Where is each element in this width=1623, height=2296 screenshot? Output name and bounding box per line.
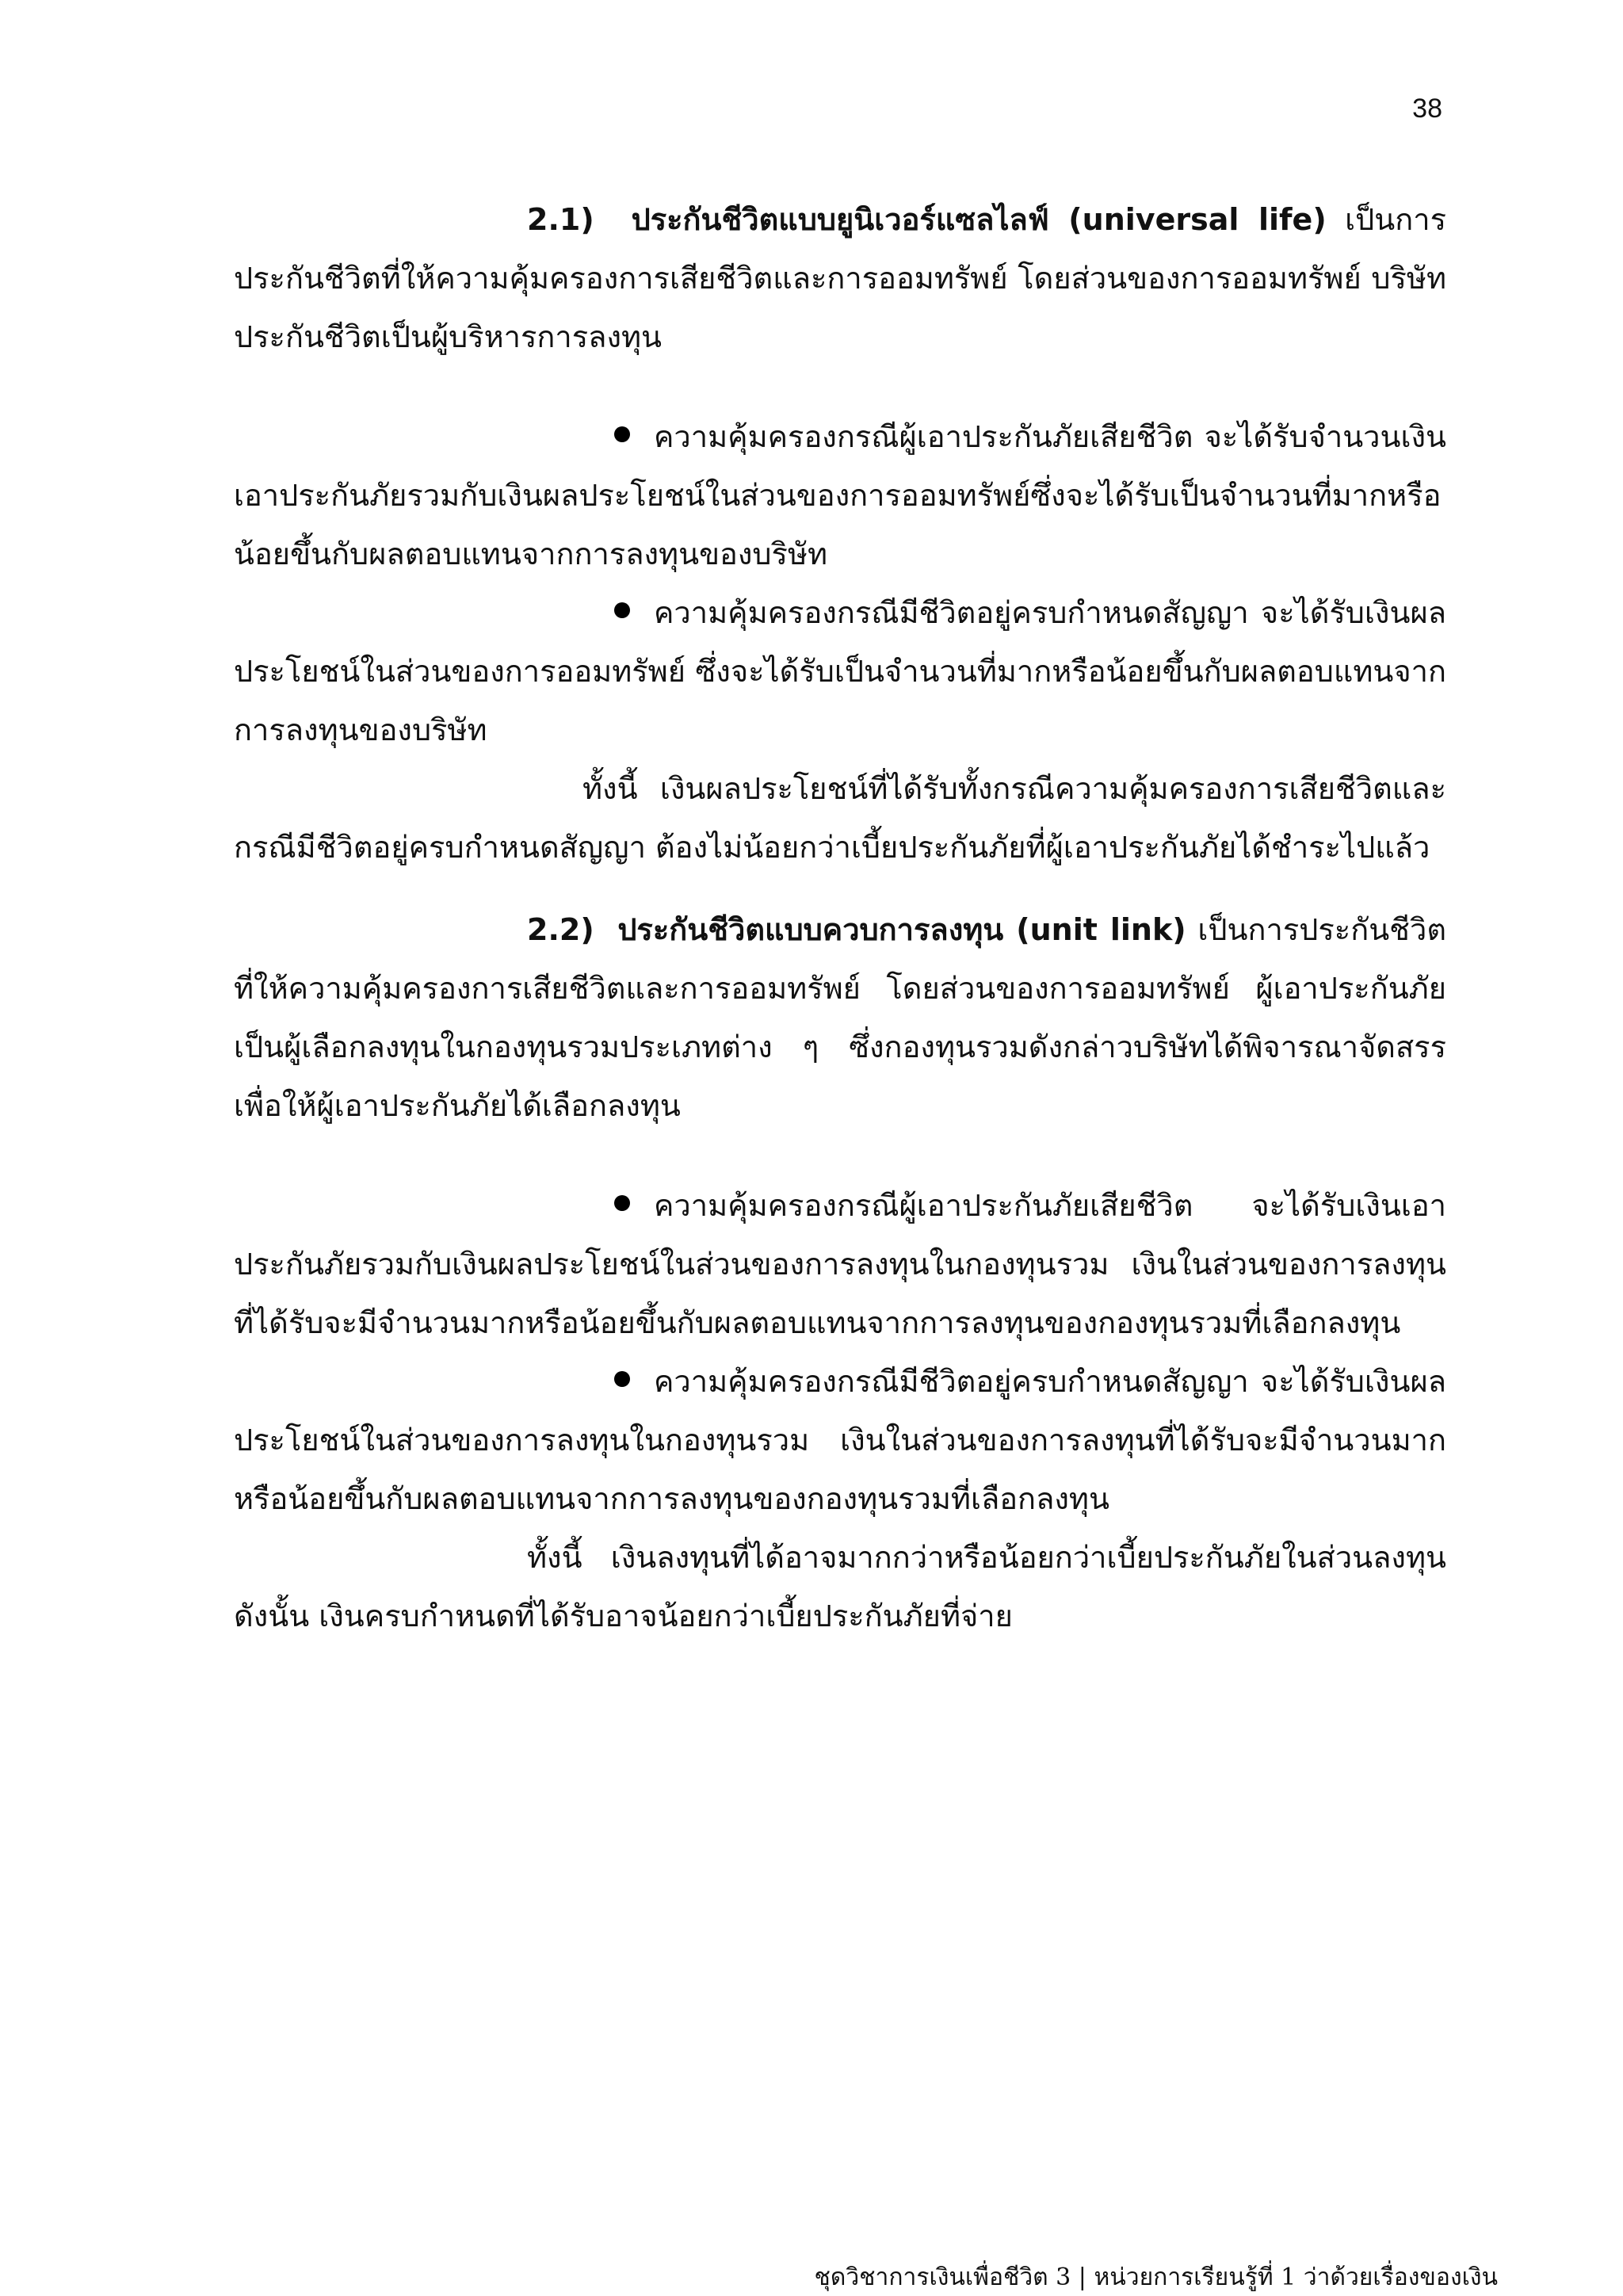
section-number: 2.1) [527, 202, 594, 237]
bullet-icon [614, 1195, 630, 1211]
section-number: 2.2) [527, 912, 594, 947]
bullet-text: ความคุ้มครองกรณีผู้เอาประกันภัยเสียชีวิต จะได้รับจำนวนเงินเอาประกันภัยรวมกับเงินผลประโยชน์ในส่วนของการออมทรัพย์ซึ่งจะได้รับเป็นจำนวนที่มากหรือน้อยขึ้นกับผลตอบแทนจากการลงทุนของบริษัท [234, 419, 1446, 571]
section-text: เป็นการประกันชีวิตที่ให้ความคุ้มครองการเสียชีวิตและการออมทรัพย์ โดยส่วนของการออมทรัพย์ บริษัทประกันชีวิตเป็นผู้บริหารการลงทุน [234, 202, 1446, 354]
section-title: ประกันชีวิตแบบควบการลงทุน (unit link) [617, 912, 1186, 947]
bullet-item [234, 407, 1446, 583]
section-2-2-paragraph [234, 900, 1446, 1135]
note-text: ทั้งนี้ เงินลงทุนที่ได้อาจมากกว่าหรือน้อยกว่าเบี้ยประกันภัยในส่วนลงทุน ดังนั้น เงินครบกำหนดที่ได้รับอาจน้อยกว่าเบี้ยประกันภัยที่จ่าย [234, 1540, 1446, 1633]
bullet-text: ความคุ้มครองกรณีมีชีวิตอยู่ครบกำหนดสัญญา จะได้รับเงินผลประโยชน์ในส่วนของการลงทุนในกองทุนรวม เงินในส่วนของการลงทุนที่ได้รับจะมีจำนวนมากหรือน้อยขึ้นกับผลตอบแทนจากการลงทุนของกองทุนรวมที่เลือกลงทุน [234, 1364, 1446, 1516]
bullet-text: ความคุ้มครองกรณีมีชีวิตอยู่ครบกำหนดสัญญา จะได้รับเงินผลประโยชน์ในส่วนของการออมทรัพย์ ซึ่งจะได้รับเป็นจำนวนที่มากหรือน้อยขึ้นกับผลตอบแทนจากการลงทุนของบริษัท [234, 595, 1446, 747]
section-2-1-paragraph [234, 190, 1446, 366]
note-paragraph [234, 759, 1446, 877]
document-body [234, 190, 1446, 1645]
section-title: ประกันชีวิตแบบยูนิเวอร์แซลไลฟ์ (universal life) [631, 202, 1327, 237]
bullet-text: ความคุ้มครองกรณีผู้เอาประกันภัยเสียชีวิต จะได้รับเงินเอาประกันภัยรวมกับเงินผลประโยชน์ในส่วนของการลงทุนในกองทุนรวม เงินในส่วนของการลงทุนที่ได้รับจะมีจำนวนมากหรือน้อยขึ้นกับผลตอบแทนจากการลงทุนของกองทุนรวมที่เลือกลงทุน [234, 1188, 1446, 1340]
page-footer: ชุดวิชาการเงินเพื่อชีวิต 3 | หน่วยการเรียนรู้ที่ 1 ว่าด้วยเรื่องของเงิน [814, 2264, 1498, 2291]
section-text: เป็นการประกันชีวิตที่ให้ความคุ้มครองการเสียชีวิตและการออมทรัพย์ โดยส่วนของการออมทรัพย์ ผู้เอาประกันภัยเป็นผู้เลือกลงทุนในกองทุนรวมประเภทต่าง ๆ ซึ่งกองทุนรวมดังกล่าวบริษัทได้พิจารณาจัดสรรเพื่อให้ผู้เอาประกันภัยได้เลือกลงทุน [234, 912, 1446, 1123]
bullet-item [234, 583, 1446, 759]
note-paragraph [234, 1528, 1446, 1645]
bullet-item [234, 1176, 1446, 1352]
bullet-icon [614, 1371, 630, 1387]
bullet-icon [614, 602, 630, 618]
page-number: 38 [1412, 94, 1442, 124]
bullet-icon [614, 426, 630, 442]
note-text: ทั้งนี้ เงินผลประโยชน์ที่ได้รับทั้งกรณีความคุ้มครองการเสียชีวิตและกรณีมีชีวิตอยู่ครบกำหนดสัญญา ต้องไม่น้อยกว่าเบี้ยประกันภัยที่ผู้เอาประกันภัยได้ชำระไปแล้ว [234, 771, 1446, 865]
bullet-item [234, 1352, 1446, 1528]
